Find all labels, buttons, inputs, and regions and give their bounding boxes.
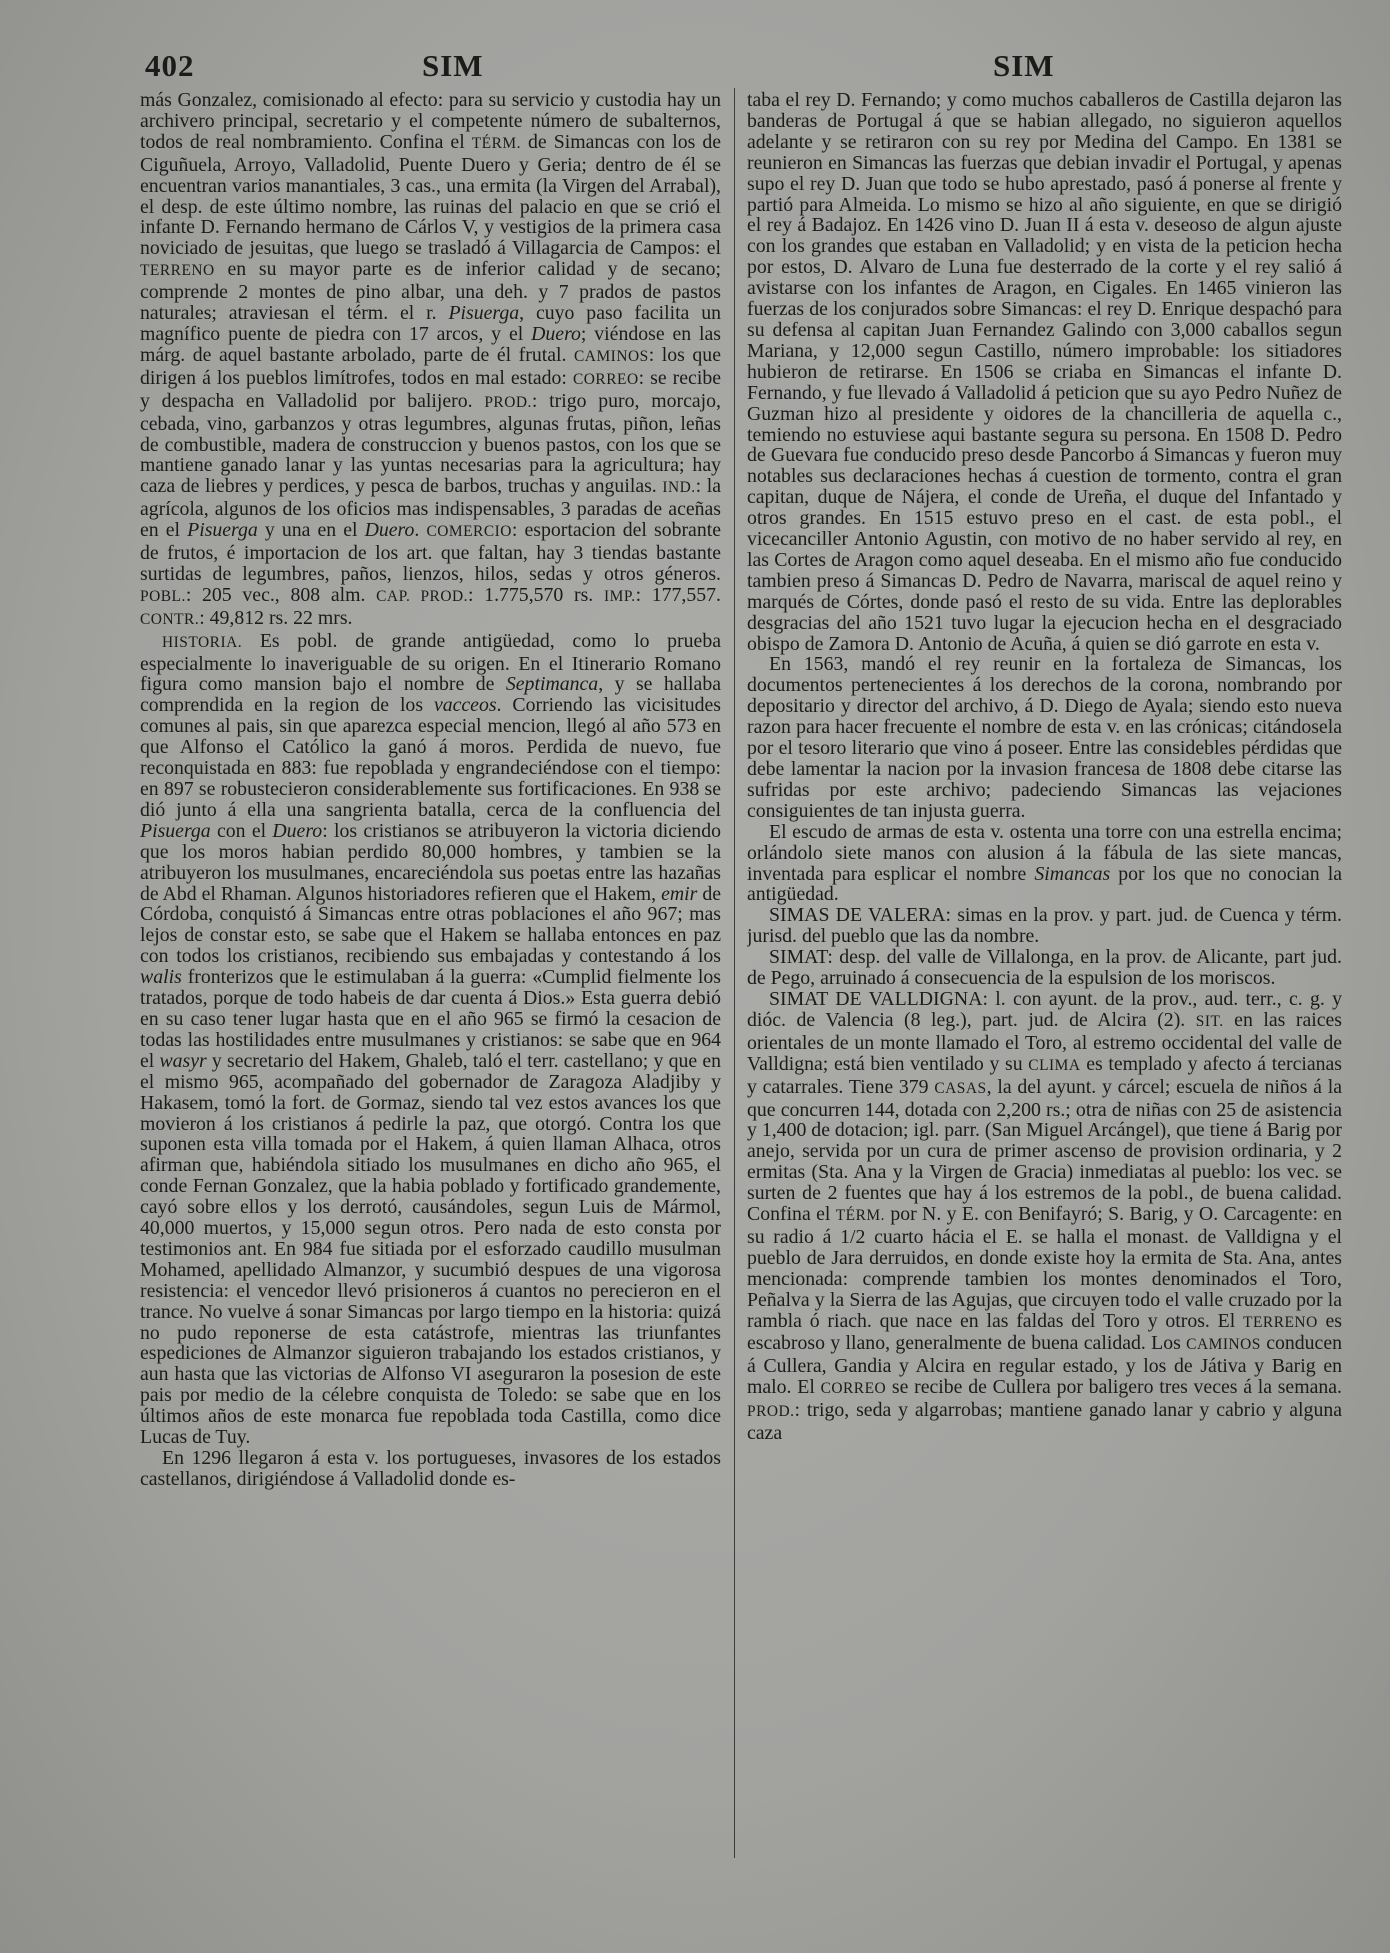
entry-simas-de-valera: SIMAS DE VALERA: simas en la prov. y part. jud. de Cuenca y térm. jurisd. del pueblo que las da nombre. bbox=[747, 904, 1342, 948]
column-divider bbox=[734, 88, 735, 1858]
paragraph: HISTORIA. Es pobl. de grande antigüedad, como lo prueba especialmente lo inaveriguable de su origen. En el Itinerario Romano figura como mansion bajo el nombre de Septimanca, y se hallaba comprendida en la region de los vacceos. Corriendo las vicisitudes comunes al pais, sin que aparezca especial mencion, llegó al año 573 en que Alfonso el Católico la ganó á moros. Perdida de nuevo, fue reconquistada en 883: fue repoblada y engrandeciéndose con el tiempo: en 897 se robustecieron considerablemente sus fortificaciones. En 938 se dió junto á ella una sangrienta batalla, cerca de la confluencia del Pisuerga con el Duero: los cristianos se atribuyeron la victoria diciendo que los moros habian perdido 80,000 hombres, y tambien se la atribuyeron los musulmanes, encareciéndola sus poetas entre las hazañas de Abd el Rhaman. Algunos historiadores refieren que el Hakem, emir de Córdoba, conquistó á Simancas entre otras poblaciones el año 967; mas lejos de constar esto, se sabe que el Hakem se hallaba entonces en paz con todos los cristianos, recibiendo sus embajadas y contestando á los walis fronterizos que le estimulaban á la guerra: «Cumplid fielmente los tratados, porque de todo habeis de dar cuenta á Dios.» Esta guerra debió en su caso tener lugar hasta que en el año 965 se firmó la cesacion de todas las hostilidades entre musulmanes y cristianos: se sabe que en 964 el wasyr y secretario del Hakem, Ghaleb, taló el terr. castellano; y que en el mismo 965, acompañado del gobernador de Zaragoza Aladjiby y Hakasem, tomó la fort. de Gormaz, siendo tal vez estos avances los que movieron á los cristianos á pedirle la paz, que otorgó. Contra los que suponen esta villa tomada por el Hakem, á quien llaman Alhaca, otros afirman que, habiéndola sitiado los musulmanes en dicho año 965, el conde Fernan Gonzalez, que la habia poblado y fortificado grandemente, cayó sobre ellos y los derrotó, causándoles, segun Luis de Mármol, 40,000 muertos, y 15,000 segun otros. Pero nada de esto consta por testimonios ant. En 984 fue sitiada por el esforzado caudillo musulman Mohamed, apellidado Almanzor, y sucumbió despues de una vigorosa resistencia: el vencedor llevó prisioneros á cuantos no perecieron en el trance. No vuelve á sonar Simancas por largo tiempo en la historia: quizá no pudo reponerse de esta catástrofe, mientras las triunfantes espediciones de Almanzor siguieron trabajando los estados cristianos, y aun hasta que las victorias de Alfonso VI aseguraron la posesion de este pais por medio de la célebre conquista de Toledo: se sabe que en los últimos años de este monarca fue repoblada toda Castilla, como dice Lucas de Tuy. bbox=[140, 629, 721, 1449]
paragraph: taba el rey D. Fernando; y como muchos caballeros de Castilla dejaron las banderas de Portugal á que se habian allegado, no siguieron aquellos adelante y se retiraron con su rey por Medina del Campo. En 1381 se reunieron en Simancas las fuerzas que debian invadir el Portugal, y apenas supo el rey D. Juan que todo se hubo aprestado, pasó á ponerse al frente y partió para Almeida. Lo mismo se hizo al año siguiente, en que se dirigió el rey á Badajoz. En 1426 vino D. Juan II á esta v. deseoso de algun ajuste con los grandes que estaban en Valladolid; y en vista de la peticion hecha por estos, D. Alvaro de Luna fue desterrado de la corte y el rey salió á avistarse con los infantes de Aragon, en Cigales. En 1465 vinieron las fuerzas de los conjurados sobre Simancas: el rey D. Enrique despachó para su defensa al capitan Juan Fernandez Galindo con 3,000 caballos segun Mariana, y 12,000 segun Castillo, número improbable: los sitiadores hubieron de retirarse. En 1506 se criaba en Simancas el infante D. Fernando, y fue llevado á Valladolid á peticion que su ayo Pedro Nuñez de Guzman hizo al presidente y oidores de la chancilleria de aquella c., temiendo no estuviese aqui bastante segura su persona. En 1508 D. Pedro de Guevara fue conducido preso desde Pancorbo á Simancas y fueron muy notables sus declaraciones hechas á cuestion de tormento, contra el gran capitan, duque de Nájera, el conde de Ureña, el duque del Infantado y otros grandes. En 1515 estuvo preso en el cast. de esta pobl., el vicecanciller Antonio Agustin, con motivo de no haber servido al rey, en las Cortes de Aragon como aquel deseaba. En el mismo año fue conducido tambien preso á Simancas D. Pedro de Navarra, mariscal de aquel reino y marqués de Córtes, donde pasó el resto de su vida. Entre las deplorables desgracias del año 1521 tuvo lugar la ejecucion hecha en el desgraciado obispo de Zamora D. Antonio de Acuña, á quien se dió garrote en esta v. bbox=[747, 90, 1342, 655]
page-number: 402 bbox=[145, 48, 195, 83]
paragraph: El escudo de armas de esta v. ostenta una torre con una estrella encima; orlándolo siete manos con alusion á la fábula de las siete mancas, inventada para esplicar el nombre Simancas por los que no conocian la antigüedad. bbox=[747, 820, 1342, 906]
right-column bbox=[747, 90, 1342, 1850]
header-right-keyword: SIM bbox=[993, 48, 1055, 83]
entry-simat-de-valldigna: SIMAT DE VALLDIGNA: l. con ayunt. de la prov., aud. terr., c. g. y dióc. de Valencia (8 leg.), part. jud. de Alcira (2). SIT. en las raices orientales de un monte llamado el Toro, al estremo occidental del valle de Valldigna; está bien ventilado y su CLIMA es templado y afecto á tercianas y catarrales. Tiene 379 CASAS, la del ayunt. y cárcel; escuela de niños á la que concurren 144, dotada con 2,200 rs.; otra de niñas con 25 de asistencia y 1,400 de dotacion; igl. parr. (San Miguel Arcángel), que tiene á Barig por anejo, servida por un cura de primer ascenso de provision ordinaria, y 2 ermitas (Sta. Ana y la Virgen de Gracia) inmediatas al pueblo: los vec. se surten de 2 fuentes que hay á los estremos de la pobl., de buena calidad. Confina el TÉRM. por N. y E. con Benifayró; S. Barig, y O. Carcagente: en su radio á 1/2 cuarto hácia el E. se halla el monast. de Valldigna y el pueblo de Jara derruidos, en donde existe hoy la ermita de Sta. Ana, antes mencionada: comprende tambien los montes denominados el Toro, Peñalva y la Sierra de las Agujas, que circuyen todo el valle cruzado por la rambla ó riach. que nace en las faldas del Toro y otros. El TERRENO es escabroso y llano, generalmente de buena calidad. Los CAMINOS conducen á Cullera, Gandia y Alcira en regular estado, y los de Játiva y Barig en malo. El CORREO se recibe de Cullera por baligero tres veces á la semana. PROD.: trigo, seda y algarrobas; mantiene ganado lanar y cabrio y alguna caza bbox=[747, 987, 1342, 1445]
entry-simat: SIMAT: desp. del valle de Villalonga, en la prov. de Alicante, part jud. de Pego, arruinado á consecuencia de la espulsion de los moriscos. bbox=[747, 946, 1342, 990]
paragraph: En 1563, mandó el rey reunir en la fortaleza de Simancas, los documentos pertenecientes á los derechos de la corona, nombrando por depositario y director del archivo, á D. Diego de Ayala; siendo esto nueva razon para hacer frecuente el nombre de esta v. en las crónicas; citándosela por el tesoro literario que vino á poseer. Entre las considebles pérdidas que debe lamentar la nacion por la invasion francesa de 1808 debe citarse las sufridas por este archivo; padeciendo Simancas las vejaciones consiguientes de tan injusta guerra. bbox=[747, 653, 1342, 822]
header-left-keyword: SIM bbox=[422, 48, 484, 83]
paragraph: más Gonzalez, comisionado al efecto: para su servicio y custodia hay un archivero principal, secretario y el competente número de subalternos, todos de real nombramiento. Confina el TÉRM. de Simancas con los de Ciguñuela, Arroyo, Valladolid, Puente Duero y Geria; dentro de él se encuentran varios manantiales, 3 cas., una ermita (la Virgen del Arrabal), el desp. de este último nombre, las ruinas del palacio en que se crió el infante D. Fernando hermano de Cárlos V, y vestigios de la primera casa noviciado de jesuitas, que luego se trasladó á Villagarcia de Campos: el TERRENO en su mayor parte es de inferior calidad y de secano; comprende 2 montes de pino albar, una deh. y 7 prados de pastos naturales; atraviesan el térm. el r. Pisuerga, cuyo paso facilita un magnífico puente de piedra con 17 arcos, y el Duero; viéndose en las márg. de aquel bastante arbolado, parte de él frutal. CAMINOS: los que dirigen á los pueblos limítrofes, todos en mal estado: CORREO: se recibe y despacha en Valladolid por balijero. PROD.: trigo puro, morcajo, cebada, vino, garbanzos y otras legumbres, algunas frutas, piñon, leñas de combustible, madera de construccion y buenos pastos, con los que se mantiene ganado lanar y las yuntas necesarias para la agricultura; hay caza de liebres y perdices, y pesca de barbos, truchas y anguilas. IND.: la agrícola, algunos de los oficios mas indispensables, 3 paradas de aceñas en el Pisuerga y una en el Duero. COMERCIO: esportacion del sobrante de frutos, é importacion de los art. que faltan, hay 3 tiendas bastante surtidas de legumbres, paños, lienzos, hilos, sedas y otros géneros. POBL.: 205 vec., 808 alm. CAP. PROD.: 1.775,570 rs. IMP.: 177,557. CONTR.: 49,812 rs. 22 mrs. bbox=[140, 90, 721, 629]
left-column bbox=[140, 90, 721, 1850]
paragraph: En 1296 llegaron á esta v. los portugueses, invasores de los estados castellanos, dirigiéndose á Valladolid donde es- bbox=[140, 1447, 721, 1490]
